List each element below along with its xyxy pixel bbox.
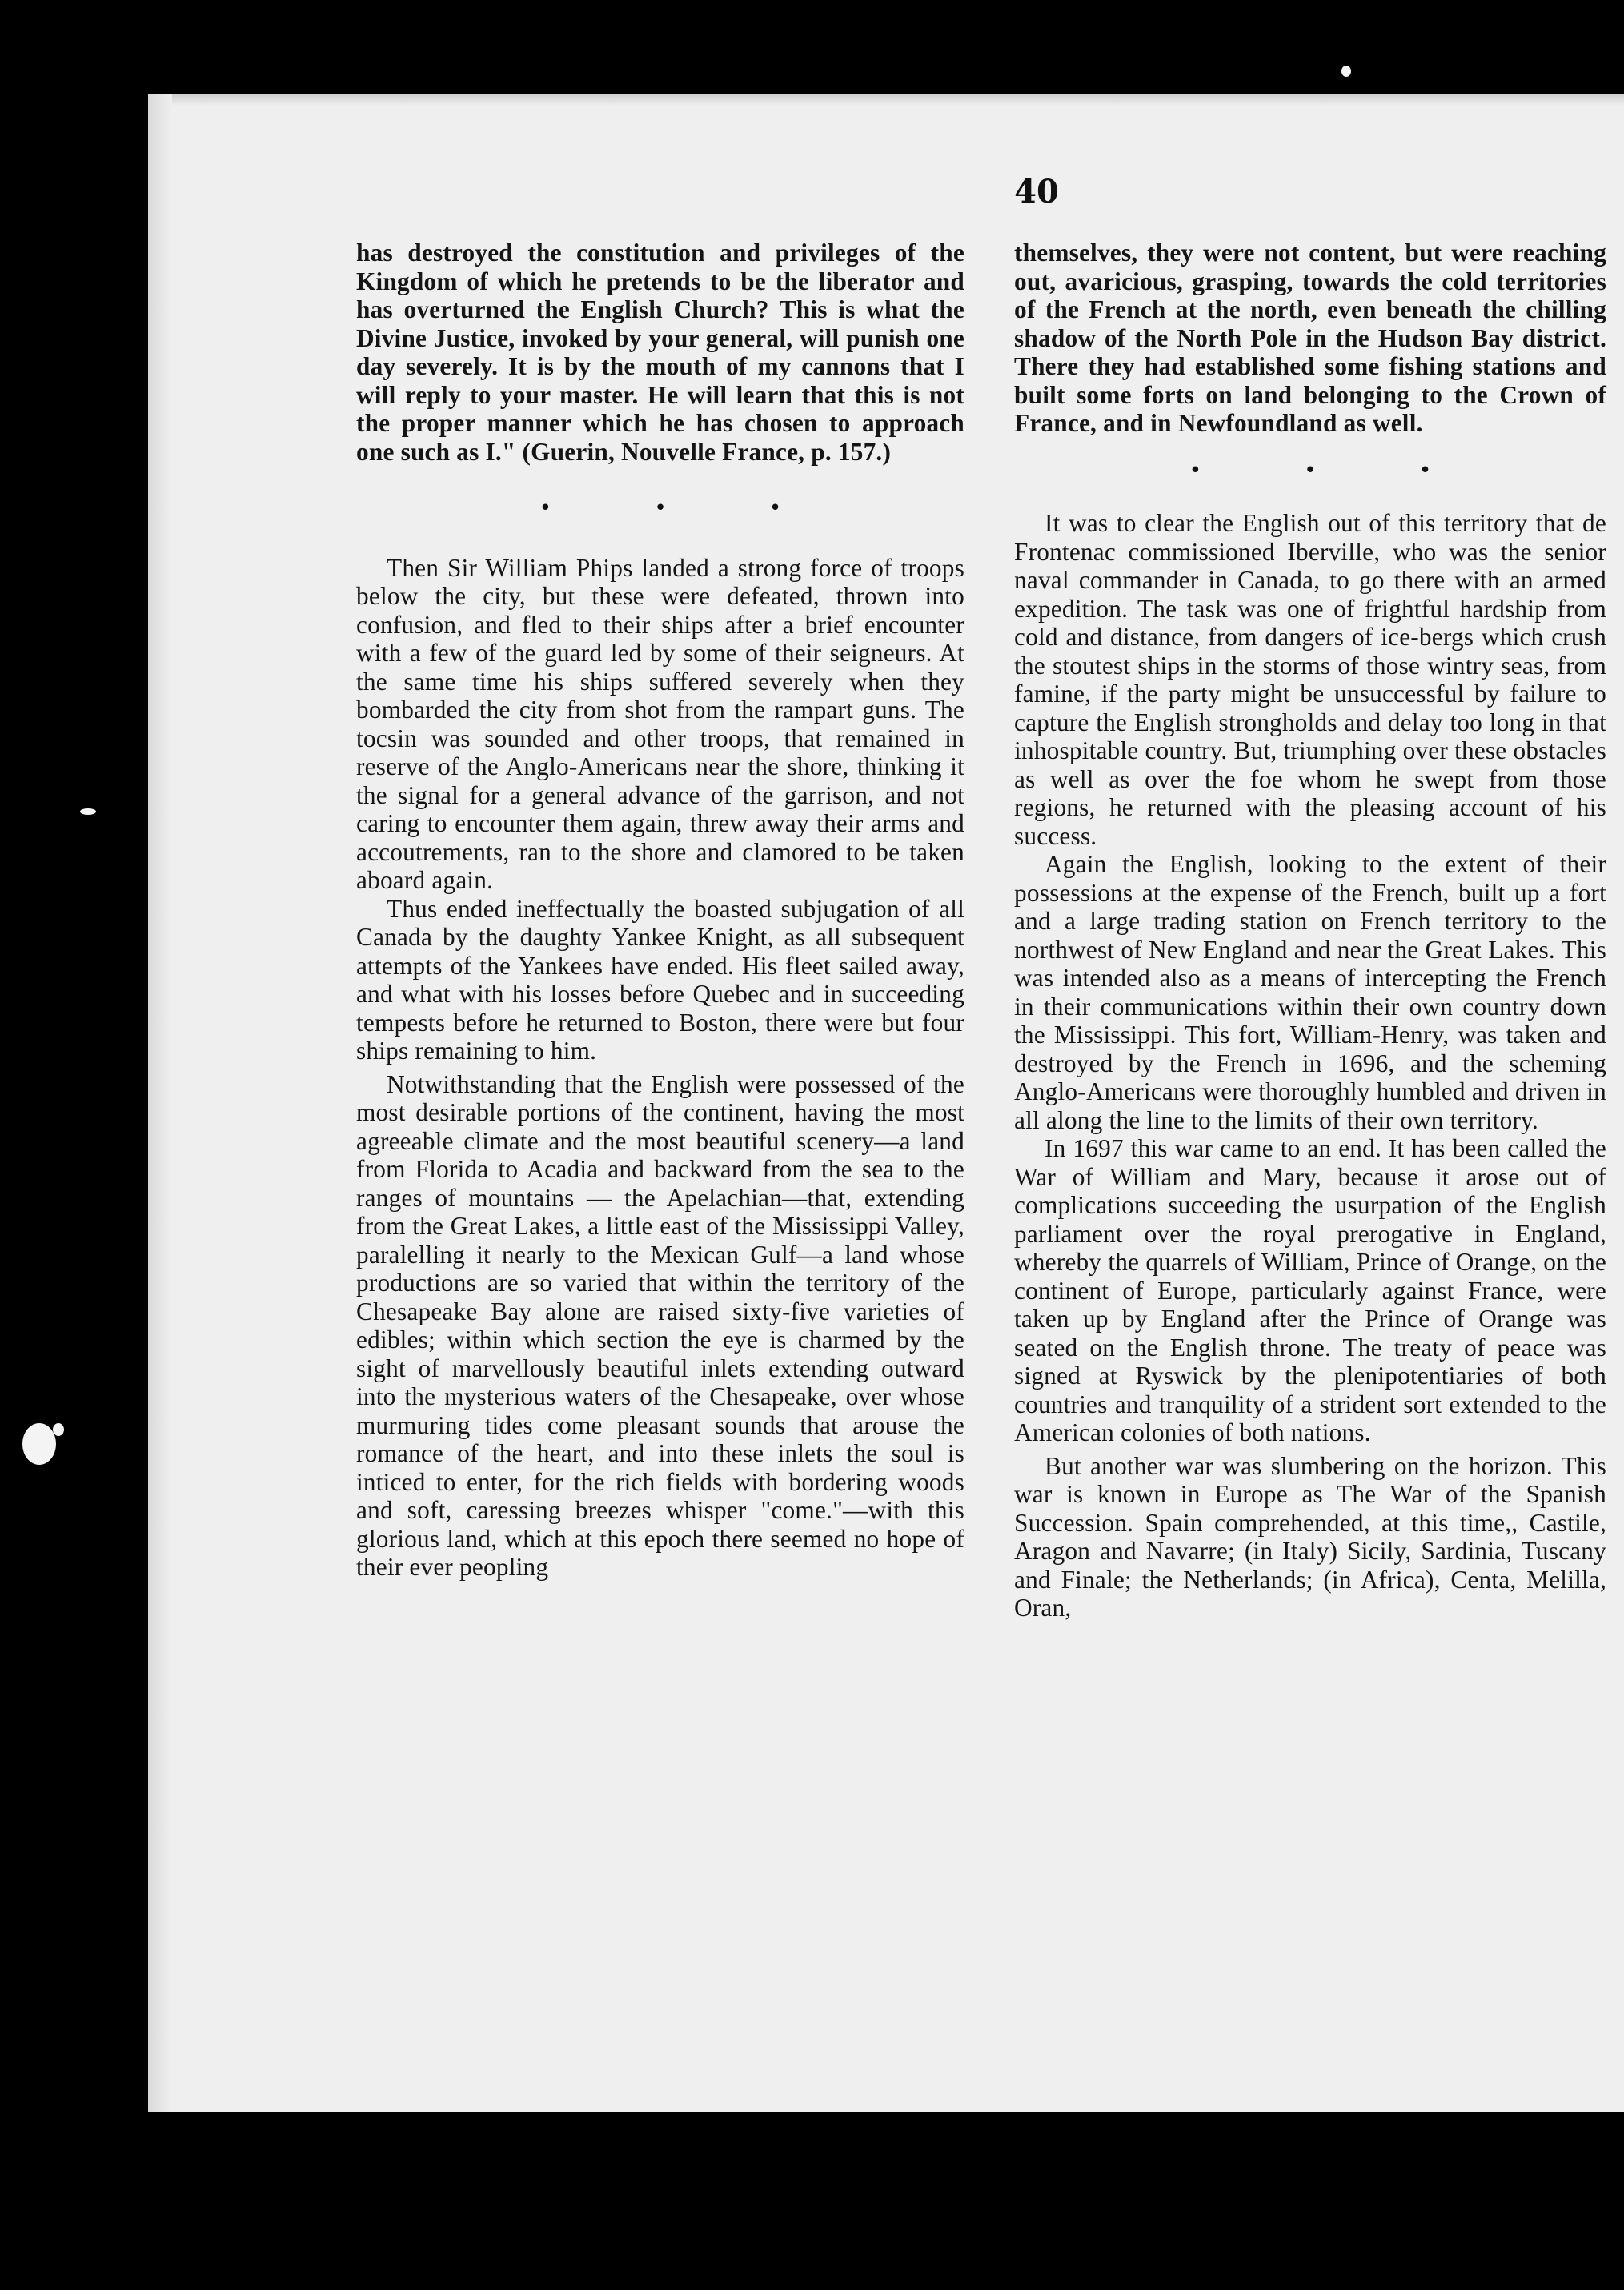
left-paragraph-2: Then Sir William Phips landed a strong force of troops below the city, but these were defeated, thrown into confusion, and fled to their ships after a brief encounter with a few of the guard led by some of their seigneurs. At the same time his ships suffered severely when they bombarded the city from shot from the rampart guns. The tocsin was sounded and other troops, that remained in reserve of the Anglo-Americans near the shore, thinking it the signal for a general advance of the garrison, and not caring to encounter them again, threw away their arms and accoutrements, ran to the shore and clamored to be taken aboard again. [356,553,964,894]
scan-speck [1341,66,1351,77]
right-paragraph-5: But another war was slumbering on the horizon. This war is known in Europe as The War of the Spanish Succession. Spain comprehended, at this time,, Castile, Aragon and Navarre; (in Italy) Sicily, Sardinia, Tuscany and Finale; the Netherlands; (in Africa), Centa, Melilla, Oran, [1014,1451,1606,1622]
left-paragraph-3: Thus ended ineffectually the boasted subjugation of all Canada by the daughty Yankee Knight, as all subsequent attempts of the Yankees have ended. His fleet sailed away, and what with his losses before Quebec and in succeeding tempests before he returned to Boston, there were but four ships remaining to him. [356,894,964,1065]
right-paragraph-2: It was to clear the English out of this territory that de Frontenac commissioned Iberville, who was the senior naval commander in Canada, to go there with an armed expedition. The task was one of frightful hardship from cold and distance, from dangers of ice-bergs which crush the stoutest ships in the storms of those wintry seas, from famine, if the party might be unsuccessful by failure to capture the English strongholds and delay too long in that inhospitable country. But, triumphing over these obstacles as well as over the foe whom he swept from those regions, he returned with the pleasing account of his success. [1014,509,1606,850]
section-divider: • • • [1189,458,1480,483]
right-paragraph-3: Again the English, looking to the extent of their possessions at the expense of the French, built up a fort and a large trading station on French territory to the northwest of New England and near the Great Lakes. This was intended also as a means of intercepting the French in their communications within their own country down the Mississippi. This fort, William-Henry, was taken and destroyed by the French in 1696, and the scheming Anglo-Americans were thoroughly humbled and driven in all along the line to the limits of their own territory. [1014,850,1606,1134]
page-number: 40 [1014,173,1059,211]
right-paragraph-1: themselves, they were not content, but were reaching out, avaricious, grasping, towards the cold territories of the French at the north, even beneath the chilling shadow of the North Pole in the Hudson Bay district. There they had established some fishing stations and built some forts on land belonging to the Crown of France, and in Newfoundland as well. [1014,239,1606,437]
section-divider: • • • [539,496,830,520]
page-top-shadow [148,94,1624,106]
scan-speck [22,1423,56,1465]
right-column [1014,239,1606,1622]
scan-speck [80,808,96,815]
page-binding-fold [148,94,172,2112]
book-page [148,94,1624,2112]
right-paragraph-4: In 1697 this war came to an end. It has been called the War of William and Mary, because it arose out of complications succeeding the usurpation of the English parliament over the royal prerogative in England, whereby the quarrels of William, Prince of Orange, on the continent of Europe, particularly against France, were taken up by England after the Prince of Orange was seated on the English throne. The treaty of peace was signed at Ryswick by the plenipotentiaries of both countries and tranquility of a strident sort extended to the American colonies of both nations. [1014,1134,1606,1446]
left-paragraph-1: has destroyed the constitution and privileges of the Kingdom of which he pretends to be the liberator and has overturned the English Church? This is what the Divine Justice, invoked by your general, will punish one day severely. It is by the mouth of my cannons that I will reply to your master. He will learn that this is not the proper manner which he has chosen to approach one such as I." (Guerin, Nouvelle France, p. 157.) [356,239,964,466]
left-paragraph-4: Notwithstanding that the English were possessed of the most desirable portions of the continent, having the most agreeable climate and the most beautiful scenery—a land from Florida to Acadia and backward from the sea to the ranges of mountains — the Apelachian—that, extending from the Great Lakes, a little east of the Mississippi Valley, paralelling it nearly to the Mexican Gulf—a land whose productions are so varied that within the territory of the Chesapeake Bay alone are raised sixty-five varieties of edibles; within which section the eye is charmed by the sight of marvellously beautiful inlets extending outward into the mysterious waters of the Chesapeake, over whose murmuring tides come pleasant sounds that arouse the romance of the heart, and into these inlets the soul is inticed to enter, for the rich fields with bordering woods and soft, caressing breezes whisper "come."—with this glorious land, which at this epoch there seemed no hope of their ever peopling [356,1069,964,1581]
left-column [356,239,964,1582]
scan-speck [53,1423,64,1436]
